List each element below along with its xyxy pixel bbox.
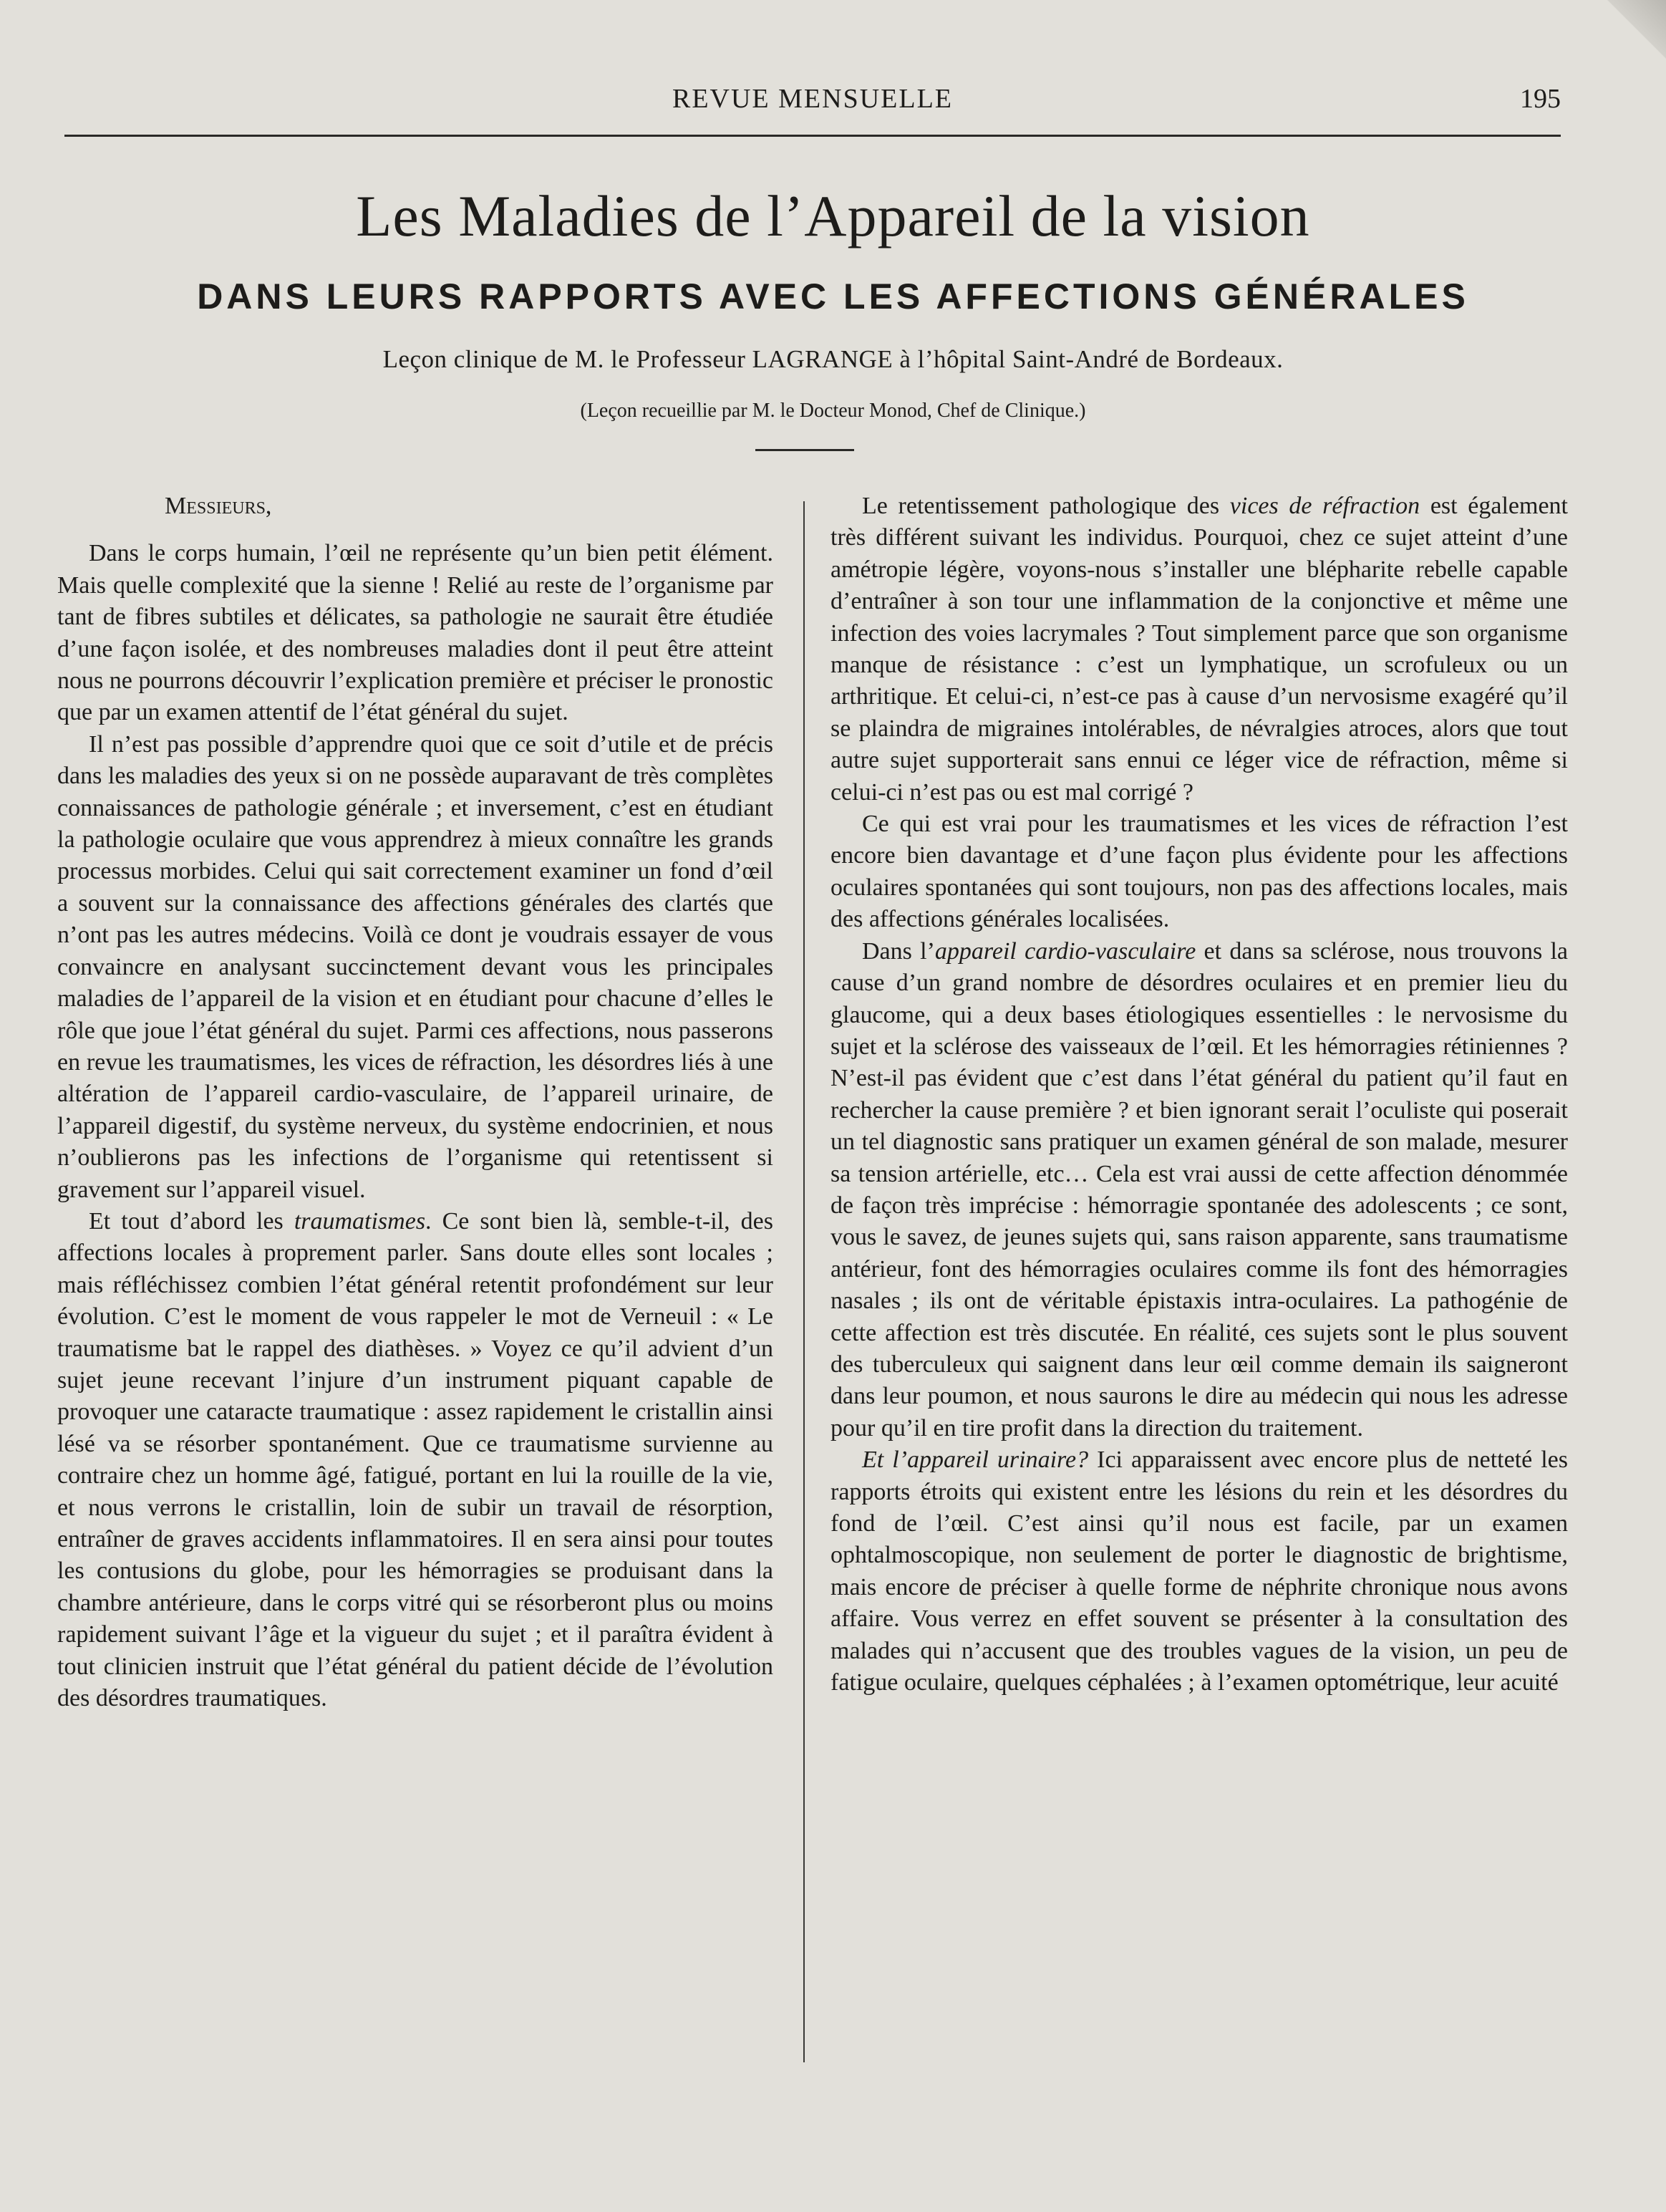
article-subtitle: DANS LEURS RAPPORTS AVEC LES AFFECTIONS GÉNÉRALES: [197, 276, 1469, 317]
running-head: REVUE MENSUELLE: [672, 84, 954, 114]
salutation: Messieurs,: [165, 493, 272, 519]
paragraph: [830, 936, 1568, 1445]
emphasis: Et l’appareil urinaire?: [862, 1447, 1089, 1474]
column-divider: [803, 501, 805, 2062]
left-column: [57, 491, 773, 1714]
paragraph: Dans le corps humain, l’œil ne représente qu’un bien petit élément. Mais quelle complexité que la sienne ! Relié au reste de l’organisme par tant de fibres subtiles et délicates, sa pathologie ne saurait être étudiée d’une façon isolée, et des nombreuses maladies dont il peut être atteint nous ne pourrons découvrir l’explication première et préciser le pronostic que par un examen attentif de l’état général du sujet.: [57, 540, 773, 726]
paragraph: Il n’est pas possible d’apprendre quoi que ce soit d’utile et de précis dans les maladies des yeux si on ne possède auparavant de très complètes connaissances de pathologie générale ; et inversement, c’est en étudiant la pathologie oculaire que vous apprendrez à mieux connaître les grands processus morbides. Celui qui sait correctement examiner un fond d’œil a souvent sur la connaissance des affections générales des clartés que n’ont pas les autres médecins. Voilà ce dont je voudrais essayer de vous convaincre en analysant succinctement devant vous les principales maladies de l’appareil de la vision et en étudiant pour chacune d’elles le rôle que joue l’état général du sujet. Parmi ces affections, nous passerons en revue les traumatismes, les vices de réfraction, les désordres liés à une altération de l’appareil cardio-vasculaire, de l’appareil urinaire, de l’appareil digestif, du système nerveux, du système endocrinien, et nous n’oublierons pas les infections de l’organisme qui retentissent si gravement sur l’appareil visuel.: [57, 730, 773, 1203]
text-run: est également très différent suivant les individus. Pourquoi, chez ce sujet atteint d’une amétropie légère, voyons-nous s’installer une blépharite rebelle capable d’entraîner à son tour une inflammation de la conjonctive et même une infection des voies lacrymales ? Tout simplement parce que son organisme manque de résistance : c’est un lymphatique, un scrofuleux ou un arthritique. Et celui-ci, n’est-ce pas à cause d’un nervosisme exagéré qu’il se plaindra de migraines intolérables, de névralgies atroces, alors que tout autre sujet supporterait sans ennui ce léger vice de réfraction, même si celui-ci n’est pas ou est mal corrigé ?: [830, 493, 1568, 806]
page-header: [64, 79, 1561, 137]
paragraph: [830, 1444, 1568, 1699]
emphasis: vices de réfraction: [1229, 493, 1420, 519]
article-credit: (Leçon recueillie par M. le Docteur Monod, Chef de Clinique.): [580, 400, 1086, 422]
text-run: et dans sa sclérose, nous trouvons la cause d’un grand nombre de désordres oculaires et en premier lieu du glaucome, qui a deux bases étiologiques essentielles : le nervosisme du sujet et la sclérose des vaisseaux de l’œil. Et les hémorragies rétiniennes ? N’est-il pas évident que c’est dans l’état général du patient qu’il faut en rechercher la cause première ? et bien ignorant serait l’oculiste qui poserait un tel diagnostic sans pratiquer un examen général de son malade, mesurer sa tension artérielle, etc… Cela est vrai aussi de cette affection dénommée de façon très imprécise : hémorragie spontanée des adolescents ; ce sont, vous le savez, de jeunes sujets qui, sans raison apparente, sans traumatisme antérieur, font des hémorragies oculaires comme ils font des hémorragies nasales ; ils ont de véritable épistaxis intra-oculaires. La pathogénie de cette affection est très discutée. En réalité, ces sujets sont le plus souvent des tuberculeux qui saignent dans leur œil comme demain ils saigneront dans leur poumon, et nous saurons le dire au médecin qui nous les adresse pour qu’il en tire profit dans la direction du traitement.: [830, 937, 1568, 1441]
right-column: [830, 491, 1568, 1699]
paragraph: [830, 491, 1568, 808]
page-number: 195: [1520, 84, 1561, 114]
article-title: Les Maladies de l’Appareil de la vision: [356, 183, 1310, 248]
paragraph: [57, 1206, 773, 1715]
text-run: Et tout d’abord les: [89, 1207, 294, 1235]
article-byline: Leçon clinique de M. le Professeur LAGRANGE à l’hôpital Saint-André de Bordeaux.: [382, 345, 1284, 373]
emphasis: traumatismes: [294, 1207, 426, 1235]
text-run: . Ce sont bien là, semble-t-il, des affections locales à proprement parler. Sans doute elles sont locales ; mais réfléchissez combien l’état général retentit profondément sur leur évolution. C’est le moment de vous rappeler le mot de Verneuil : « Le traumatisme bat le rappel des diathèses. » Voyez ce qu’il advient d’un sujet jeune recevant l’injure d’un instrument piquant capable de provoquer une cataracte traumatique : assez rapidement le cristallin ainsi lésé va se résorber spontanément. Que ce traumatisme survienne au contraire chez un homme âgé, fatigué, portant en lui la rouille de la vie, et nous verrons le cristallin, loin de subir un travail de résorption, entraîner de graves accidents inflammatoires. Il en sera ainsi pour toutes les contusions du globe, pour les hémorragies se produisant dans la chambre antérieure, dans le corps vitré qui se résorberont plus ou moins rapidement suivant l’âge et la vigueur du sujet ; et il paraîtra évident à tout clinicien instruit que l’état général du patient décide de l’évolution des désordres traumatiques.: [57, 1207, 773, 1712]
text-run: Le retentissement pathologique des: [862, 493, 1230, 519]
paragraph: Ce qui est vrai pour les traumatismes et les vices de réfraction l’est encore bien davantage et d’une façon plus évidente pour les affections oculaires spontanées qui sont toujours, non pas des affections locales, mais des affections générales localisées.: [830, 811, 1568, 933]
emphasis: appareil cardio-vasculaire: [934, 937, 1196, 965]
text-run: Dans l’: [862, 937, 935, 965]
page-corner-fold: [1602, 0, 1666, 64]
text-run: Ici apparaissent avec encore plus de netteté les rapports étroits qui existent entre les lésions du rein et les désordres du fond de l’œil. C’est ainsi qu’il nous est facile, par un examen ophtalmoscopique, non seulement de porter le diagnostic de brightisme, mais encore de préciser à quelle forme de néphrite chronique nous avons affaire. Vous verrez en effet souvent se présenter à la consultation des malades qui n’accusent que des troubles vagues de la vision, un peu de fatigue oculaire, quelques céphalées ; à l’examen optométrique, leur acuité: [830, 1447, 1569, 1696]
title-rule: [755, 449, 854, 451]
